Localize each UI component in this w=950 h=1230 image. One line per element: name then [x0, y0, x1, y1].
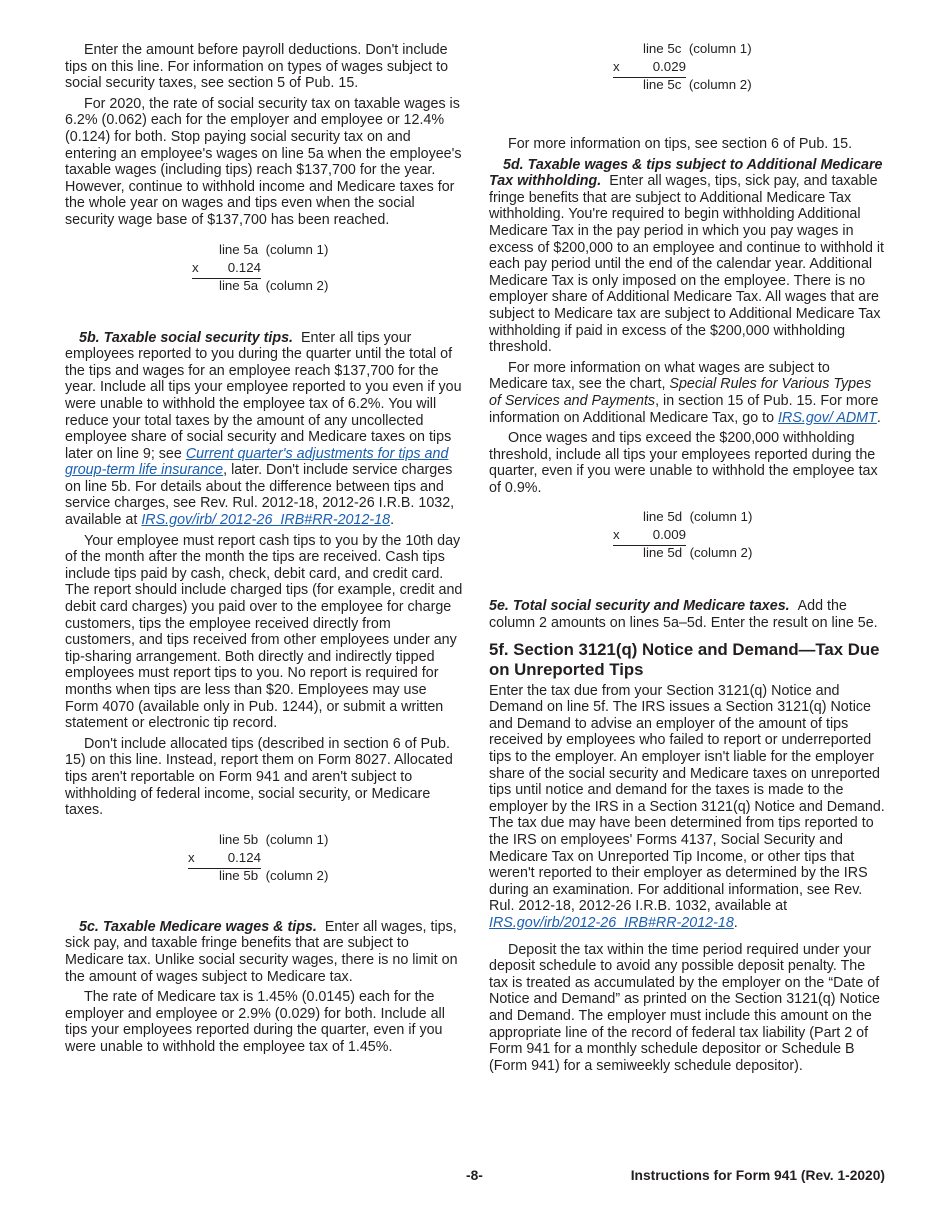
calc-5a	[65, 233, 463, 315]
calc-x: x	[613, 527, 620, 543]
section-5f-heading: 5f. Section 3121(q) Notice and Demand—Tax Due on Unreported Tips	[489, 639, 880, 679]
calc-x: x	[613, 59, 620, 74]
calc-line-col1: line 5a (column 1)	[219, 241, 329, 257]
calc-multiplier	[613, 526, 686, 546]
paragraph: Your employee must report cash tips to you by the 10th day of the month after the month the tips are received. Cash tips include tips paid by cash, check, debit card, and credit card. The report should include charged tips (for example, credit and debit card charges) you paid over to the employee for charge customers, tips the employee received directly from customers, and tips received from other employees under any tip-sharing arrangement. Both directly and indirectly tipped employees must report tips to you. No report is required for months when tips are less than $20. Employees may use Form 4070 (available only in Pub. 1244), or submit a written statement or electronic tip record.	[65, 532, 463, 732]
calc-line-col1: line 5c (column 1)	[643, 41, 752, 56]
section-5e-heading: 5e. Total social security and Medicare taxes.	[489, 598, 790, 615]
calc-x: x	[192, 259, 199, 275]
calc-line-col1: line 5d (column 1)	[643, 509, 753, 525]
section-5b-paragraph: 5b. Taxable social security tips. Enter all tips your employees reported to you during the quarter until the total of the tips and wages for an employee reach $137,700 for the year. Include all tips your employee reported to you even if you were unable to withhold the employee tax of 6.2%. You will reduce your total taxes by the amount of any uncollected employee share of social security and Medicare taxes on tips later on line 9; see Current quarter's adjustments for tips and group-term life insurance, later. Don't include service charges on line 5b. For details about the difference between tips and service charges, see Rev. Rul. 2012-18, 2012-26 I.R.B. 1032, available at IRS.gov/irb/ 2012-26_IRB#RR-2012-18.	[65, 329, 462, 529]
section-5c-heading: 5c. Taxable Medicare wages & tips.	[79, 918, 317, 935]
calc-line-col1: line 5b (column 1)	[219, 831, 329, 847]
calc-x: x	[188, 849, 195, 865]
page-number: -8-	[466, 1168, 483, 1183]
irs-irb-link[interactable]: IRS.gov/irb/ 2012-26_IRB#RR-2012-18	[141, 512, 391, 529]
section-5d-heading: 5d. Taxable wages & tips subject to Additional Medicare Tax withholding.	[489, 156, 883, 190]
paragraph: For more information on what wages are subject to Medicare tax, see the chart, Special Rules for Various Types of Services and Payments, in section 15 of Pub. 15. For more information on Additional Medicare Tax, go to IRS.gov/ ADMT.	[489, 359, 881, 426]
section-5c-paragraph: 5c. Taxable Medicare wages & tips. Enter all wages, tips, sick pay, and taxable fringe benefits that are subject to Medicare tax. Unlike social security wages, there is no limit on the amount of wages subject to Medicare tax.	[65, 918, 458, 985]
calc-multiplier	[613, 58, 686, 78]
calc-rate: 0.124	[227, 259, 261, 275]
paragraph: For 2020, the rate of social security tax on taxable wages is 6.2% (0.062) each for the employer and employee or 12.4% (0.124) for both. Stop paying social security tax on and entering an employee's wages on line 5a when the employee's taxable wages (including tips) reach $137,700 for the year. However, continue to withhold income and Medicare taxes for the whole year on wages and tips even when the social security wage base of $137,700 has been reached.	[65, 95, 462, 228]
calc-multiplier	[188, 849, 261, 869]
paragraph: For more information on tips, see section 6 of Pub. 15.	[508, 136, 853, 152]
irs-admt-link[interactable]: IRS.gov/ ADMT	[778, 409, 877, 426]
calc-line-col2: line 5c (column 2)	[643, 77, 752, 92]
paragraph: Don't include allocated tips (described in section 6 of Pub. 15) on this line. Instead, report them on Form 8027. Allocated tips aren't reportable on Form 941 and aren't subject to withholding of federal income, social security, or Medicare taxes.	[65, 735, 453, 819]
section-5b-heading: 5b. Taxable social security tips.	[79, 329, 294, 346]
calc-line-col2: line 5b (column 2)	[219, 867, 329, 883]
calc-rate: 0.124	[227, 849, 261, 865]
paragraph: The rate of Medicare tax is 1.45% (0.0145) each for the employer and employee or 2.9% (0.029) for both. Include all tips your employees reported during the quarter, even if you were unable to withhold the employee tax of 1.45%.	[65, 989, 445, 1055]
paragraph: Enter the tax due from your Section 3121(q) Notice and Demand on line 5f. The IRS issues a Section 3121(q) Notice and Demand to advise an employer of the amount of tips received by employees who failed to report or underreported tips to the employer. An employer isn't liable for the employer share of the social security and Medicare taxes on unreported tips until notice and demand for the taxes is made to the employer by the IRS in a Section 3121(q) Notice and Demand. The tax due may have been determined from tips reported to the IRS on employees' Forms 4137, Social Security and Medicare Tax on Unreported Tip Income, or other tips that weren't reported to their employer as determined by the IRS during an examination. For additional information, see Rev. Rul. 2012-18, 2012-26 I.R.B. 1032, available at IRS.gov/irb/2012-26_IRB#RR-2012-18.	[489, 682, 885, 931]
paragraph: Deposit the tax within the time period required under your deposit schedule to avoid any possible deposit penalty. The tax is treated as accumulated by the employer on the “Date of Notice and Demand” as printed on the Section 3121(q) Notice and Demand. The employer must include this amount on the appropriate line of the record of federal tax liability (Part 2 of Form 941 for a monthly schedule depositor or Schedule B (Form 941) for a semiweekly schedule depositor).	[489, 941, 881, 1074]
calc-rate: 0.029	[652, 59, 686, 74]
document-title: Instructions for Form 941 (Rev. 1-2020)	[630, 1168, 885, 1183]
left-column	[65, 42, 463, 1060]
adjustments-link[interactable]: Current quarter's adjustments for tips and group-term life insurance	[65, 445, 449, 479]
calc-5d	[489, 500, 887, 584]
calc-line-col2: line 5d (column 2)	[643, 545, 753, 561]
section-5d-paragraph: 5d. Taxable wages & tips subject to Additional Medicare Tax withholding. Enter all wages, tips, sick pay, and taxable fringe benefits that are subject to Additional Medicare Tax withholding. You're required to begin withholding Additional Medicare Tax in the pay period in which you pay wages in excess of $200,000 to an employee and continue to withhold it each pay period until the end of the calendar year. Additional Medicare Tax is only imposed on the employee. There is no employer share of Additional Medicare Tax. All wages that are subject to Medicare tax are subject to Additional Medicare Tax withholding if paid in excess of the $200,000 withholding threshold.	[489, 156, 885, 356]
section-5e-paragraph: 5e. Total social security and Medicare taxes. Add the column 2 amounts on lines 5a–5d. Enter the result on line 5e.	[489, 598, 878, 632]
calc-rate: 0.009	[652, 527, 686, 543]
paragraph: Once wages and tips exceed the $200,000 withholding threshold, include all tips your employees reported during the quarter, even if you were unable to withhold the employee tax of 0.9%.	[489, 430, 878, 496]
calc-5c	[489, 40, 887, 136]
irs-irb-link-5f[interactable]: IRS.gov/irb/2012-26_IRB#RR-2012-18	[489, 914, 734, 931]
right-column	[489, 40, 887, 1078]
paragraph: Enter the amount before payroll deductions. Don't include tips on this line. For information on types of wages subject to social security taxes, see section 5 of Pub. 15.	[65, 42, 449, 92]
calc-multiplier	[192, 259, 261, 279]
calc-5b	[65, 823, 463, 905]
calc-line-col2: line 5a (column 2)	[219, 277, 329, 293]
